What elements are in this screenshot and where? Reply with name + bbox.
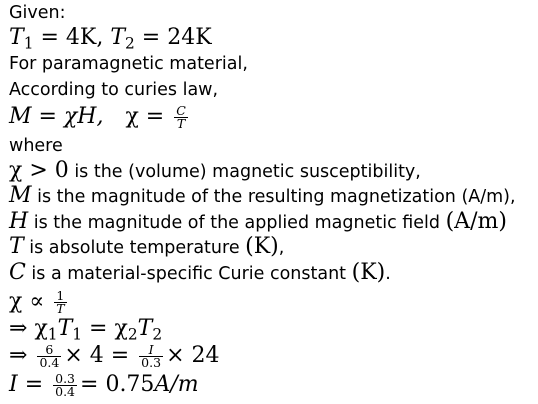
substitution-step: ⇒ $\frac{6}{0.4}$ × 4 = $\frac{I}{0.3}$ × 24 [9, 341, 220, 370]
def-curie-constant: C is a material-specific Curie constant (K). [9, 260, 391, 285]
paramagnetic-line: For paramagnetic material, [9, 54, 248, 74]
def-field: H is the magnitude of the applied magnetic field (A/m) [9, 209, 507, 234]
proportionality-step: χ ∝ $\frac{1}{T}$ [9, 287, 65, 316]
def-temperature: T is absolute temperature (K), [9, 234, 285, 259]
c-over-t-fraction: $\frac{C}{T}$ [176, 102, 186, 131]
def-susceptibility: χ > 0 is the (volume) magnetic susceptibility, [9, 158, 421, 183]
i-over-point-three-fraction: $\frac{I}{0.3}$ [141, 341, 162, 370]
where-label: where [9, 136, 63, 156]
equality-step: ⇒ $\chi_1T_1 = \chi_2T_2$ [9, 316, 163, 344]
curie-law-equation: M = χH, χ = $\frac{C}{T}$ [9, 102, 186, 131]
six-over-point-four-fraction: $\frac{6}{0.4}$ [39, 341, 60, 370]
one-over-t-fraction: $\frac{1}{T}$ [56, 287, 65, 316]
given-temperatures: $T_1 = 4K$, $T_2 = 24K$ [9, 25, 212, 53]
point-three-over-point-four-fraction: $\frac{0.3}{0.4}$ [55, 370, 76, 399]
result-step: I = $\frac{0.3}{0.4}$ = 0.75A/m [9, 370, 199, 399]
given-label: Given: [9, 3, 66, 23]
def-magnetization: M is the magnitude of the resulting magnetization (A/m), [9, 183, 516, 208]
curie-law-line: According to curies law, [9, 80, 219, 100]
